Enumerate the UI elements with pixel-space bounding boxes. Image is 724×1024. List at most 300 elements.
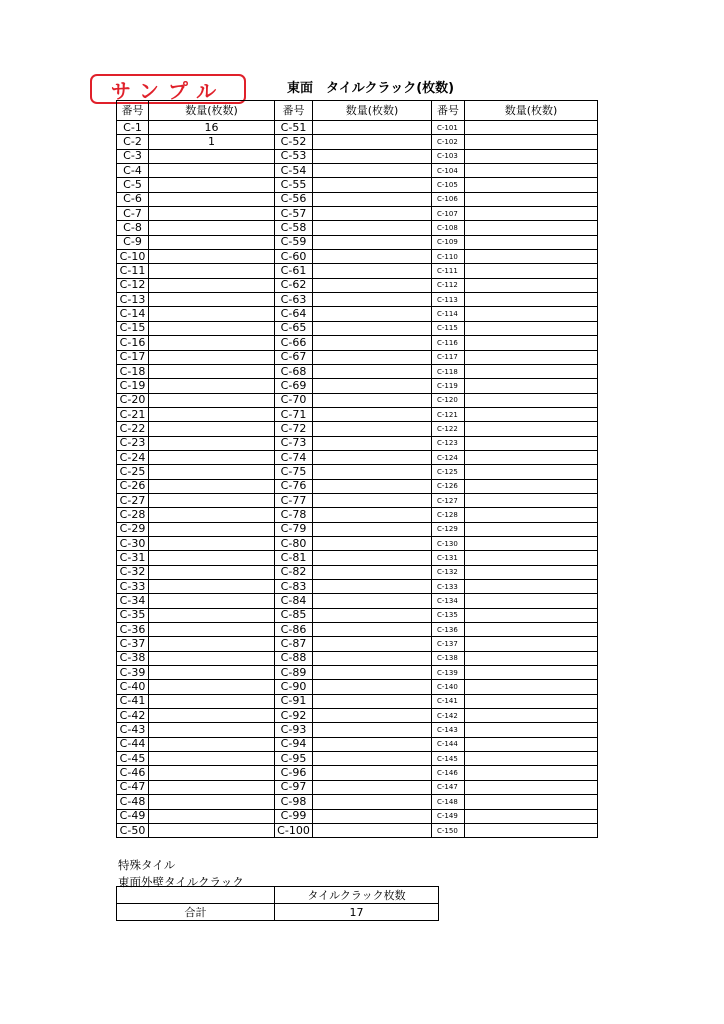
number-cell: C-41 xyxy=(117,694,149,708)
quantity-cell xyxy=(313,178,432,192)
quantity-cell xyxy=(149,795,275,809)
table-row xyxy=(117,809,598,823)
header-number-2: 番号 xyxy=(275,101,313,121)
quantity-cell xyxy=(149,422,275,436)
number-cell: C-13 xyxy=(117,293,149,307)
number-cell: C-10 xyxy=(117,250,149,264)
quantity-cell xyxy=(465,336,598,350)
number-cell: C-50 xyxy=(117,823,149,837)
number-cell: C-138 xyxy=(432,651,465,665)
table-row xyxy=(117,608,598,622)
number-cell: C-146 xyxy=(432,766,465,780)
quantity-cell xyxy=(149,709,275,723)
quantity-cell xyxy=(313,207,432,221)
quantity-cell xyxy=(149,637,275,651)
quantity-cell xyxy=(149,207,275,221)
number-cell: C-61 xyxy=(275,264,313,278)
summary-total-row xyxy=(117,904,439,921)
number-cell: C-71 xyxy=(275,407,313,421)
quantity-cell xyxy=(149,393,275,407)
quantity-cell xyxy=(465,508,598,522)
number-cell: C-29 xyxy=(117,522,149,536)
quantity-cell xyxy=(149,493,275,507)
number-cell: C-46 xyxy=(117,766,149,780)
number-cell: C-94 xyxy=(275,737,313,751)
quantity-cell xyxy=(465,723,598,737)
quantity-cell xyxy=(313,737,432,751)
number-cell: C-97 xyxy=(275,780,313,794)
number-cell: C-140 xyxy=(432,680,465,694)
quantity-cell xyxy=(465,709,598,723)
table-row xyxy=(117,651,598,665)
quantity-cell xyxy=(149,608,275,622)
number-cell: C-102 xyxy=(432,135,465,149)
quantity-cell xyxy=(465,766,598,780)
quantity-cell xyxy=(465,637,598,651)
quantity-cell xyxy=(313,422,432,436)
number-cell: C-12 xyxy=(117,278,149,292)
table-row xyxy=(117,479,598,493)
quantity-cell xyxy=(465,436,598,450)
number-cell: C-113 xyxy=(432,293,465,307)
quantity-cell xyxy=(313,752,432,766)
number-cell: C-25 xyxy=(117,465,149,479)
quantity-cell xyxy=(149,293,275,307)
number-cell: C-93 xyxy=(275,723,313,737)
quantity-cell xyxy=(313,135,432,149)
number-cell: C-31 xyxy=(117,551,149,565)
number-cell: C-21 xyxy=(117,407,149,421)
number-cell: C-129 xyxy=(432,522,465,536)
quantity-cell xyxy=(313,594,432,608)
quantity-cell xyxy=(465,364,598,378)
number-cell: C-35 xyxy=(117,608,149,622)
number-cell: C-38 xyxy=(117,651,149,665)
number-cell: C-103 xyxy=(432,149,465,163)
table-row xyxy=(117,536,598,550)
quantity-cell xyxy=(313,321,432,335)
quantity-cell xyxy=(149,407,275,421)
table-row xyxy=(117,336,598,350)
table-row xyxy=(117,723,598,737)
quantity-cell xyxy=(465,293,598,307)
number-cell: C-73 xyxy=(275,436,313,450)
quantity-cell xyxy=(465,594,598,608)
quantity-cell xyxy=(313,551,432,565)
quantity-cell xyxy=(313,694,432,708)
number-cell: C-125 xyxy=(432,465,465,479)
quantity-cell xyxy=(465,565,598,579)
number-cell: C-2 xyxy=(117,135,149,149)
number-cell: C-59 xyxy=(275,235,313,249)
number-cell: C-89 xyxy=(275,666,313,680)
number-cell: C-132 xyxy=(432,565,465,579)
number-cell: C-11 xyxy=(117,264,149,278)
number-cell: C-4 xyxy=(117,164,149,178)
number-cell: C-78 xyxy=(275,508,313,522)
quantity-cell xyxy=(149,149,275,163)
number-cell: C-111 xyxy=(432,264,465,278)
number-cell: C-7 xyxy=(117,207,149,221)
number-cell: C-53 xyxy=(275,149,313,163)
quantity-cell xyxy=(313,149,432,163)
note-east-wall: 東面外壁タイルクラック xyxy=(118,875,244,889)
table-row xyxy=(117,235,598,249)
table-header-row xyxy=(117,101,598,121)
quantity-cell xyxy=(313,522,432,536)
quantity-cell xyxy=(465,651,598,665)
number-cell: C-85 xyxy=(275,608,313,622)
quantity-cell xyxy=(149,580,275,594)
quantity-cell xyxy=(313,536,432,550)
quantity-cell xyxy=(149,264,275,278)
quantity-cell xyxy=(313,637,432,651)
quantity-cell xyxy=(465,680,598,694)
table-row xyxy=(117,178,598,192)
quantity-cell xyxy=(313,723,432,737)
number-cell: C-131 xyxy=(432,551,465,565)
number-cell: C-5 xyxy=(117,178,149,192)
quantity-cell xyxy=(313,809,432,823)
number-cell: C-77 xyxy=(275,493,313,507)
number-cell: C-98 xyxy=(275,795,313,809)
number-cell: C-107 xyxy=(432,207,465,221)
number-cell: C-17 xyxy=(117,350,149,364)
table-row xyxy=(117,493,598,507)
quantity-cell xyxy=(465,780,598,794)
sample-stamp: サンプル xyxy=(90,74,246,104)
number-cell: C-22 xyxy=(117,422,149,436)
quantity-cell xyxy=(465,149,598,163)
number-cell: C-66 xyxy=(275,336,313,350)
number-cell: C-109 xyxy=(432,235,465,249)
quantity-cell xyxy=(465,493,598,507)
number-cell: C-112 xyxy=(432,278,465,292)
crack-count-table xyxy=(116,100,598,838)
number-cell: C-72 xyxy=(275,422,313,436)
number-cell: C-44 xyxy=(117,737,149,751)
number-cell: C-142 xyxy=(432,709,465,723)
number-cell: C-69 xyxy=(275,379,313,393)
quantity-cell xyxy=(313,307,432,321)
table-row xyxy=(117,293,598,307)
number-cell: C-117 xyxy=(432,350,465,364)
header-quantity-2: 数量(枚数) xyxy=(313,101,432,121)
number-cell: C-40 xyxy=(117,680,149,694)
quantity-cell xyxy=(149,364,275,378)
number-cell: C-105 xyxy=(432,178,465,192)
table-row xyxy=(117,207,598,221)
number-cell: C-62 xyxy=(275,278,313,292)
number-cell: C-37 xyxy=(117,637,149,651)
number-cell: C-108 xyxy=(432,221,465,235)
quantity-cell xyxy=(149,379,275,393)
quantity-cell xyxy=(313,336,432,350)
number-cell: C-123 xyxy=(432,436,465,450)
number-cell: C-32 xyxy=(117,565,149,579)
table-row xyxy=(117,565,598,579)
quantity-cell xyxy=(465,393,598,407)
number-cell: C-75 xyxy=(275,465,313,479)
quantity-cell xyxy=(313,278,432,292)
quantity-cell xyxy=(465,666,598,680)
number-cell: C-137 xyxy=(432,637,465,651)
quantity-cell xyxy=(465,164,598,178)
table-row xyxy=(117,666,598,680)
quantity-cell xyxy=(313,379,432,393)
table-row xyxy=(117,450,598,464)
quantity-cell xyxy=(149,551,275,565)
table-row xyxy=(117,364,598,378)
header-number-1: 番号 xyxy=(117,101,149,121)
number-cell: C-121 xyxy=(432,407,465,421)
number-cell: C-84 xyxy=(275,594,313,608)
number-cell: C-27 xyxy=(117,493,149,507)
summary-table xyxy=(116,886,439,921)
quantity-cell xyxy=(313,608,432,622)
number-cell: C-139 xyxy=(432,666,465,680)
number-cell: C-39 xyxy=(117,666,149,680)
quantity-cell xyxy=(149,465,275,479)
quantity-cell xyxy=(465,178,598,192)
quantity-cell xyxy=(465,479,598,493)
quantity-cell xyxy=(313,250,432,264)
summary-header-row xyxy=(117,887,439,904)
number-cell: C-149 xyxy=(432,809,465,823)
number-cell: C-145 xyxy=(432,752,465,766)
quantity-cell xyxy=(465,823,598,837)
summary-total-label: 合計 xyxy=(117,904,275,921)
summary-header: タイルクラック枚数 xyxy=(275,887,439,904)
number-cell: C-48 xyxy=(117,795,149,809)
quantity-cell xyxy=(465,737,598,751)
number-cell: C-42 xyxy=(117,709,149,723)
quantity-cell xyxy=(313,221,432,235)
number-cell: C-134 xyxy=(432,594,465,608)
quantity-cell xyxy=(465,135,598,149)
table-row xyxy=(117,551,598,565)
table-row xyxy=(117,393,598,407)
number-cell: C-8 xyxy=(117,221,149,235)
number-cell: C-130 xyxy=(432,536,465,550)
quantity-cell xyxy=(313,666,432,680)
number-cell: C-51 xyxy=(275,121,313,135)
table-row xyxy=(117,121,598,135)
number-cell: C-124 xyxy=(432,450,465,464)
number-cell: C-76 xyxy=(275,479,313,493)
quantity-cell xyxy=(313,508,432,522)
quantity-cell xyxy=(465,264,598,278)
quantity-cell xyxy=(465,580,598,594)
table-row xyxy=(117,407,598,421)
quantity-cell xyxy=(313,436,432,450)
quantity-cell xyxy=(149,508,275,522)
quantity-cell xyxy=(149,450,275,464)
quantity-cell xyxy=(313,450,432,464)
number-cell: C-24 xyxy=(117,450,149,464)
number-cell: C-74 xyxy=(275,450,313,464)
quantity-cell xyxy=(149,666,275,680)
number-cell: C-1 xyxy=(117,121,149,135)
number-cell: C-43 xyxy=(117,723,149,737)
quantity-cell xyxy=(149,192,275,206)
table-row xyxy=(117,508,598,522)
number-cell: C-86 xyxy=(275,623,313,637)
number-cell: C-63 xyxy=(275,293,313,307)
quantity-cell xyxy=(465,809,598,823)
number-cell: C-6 xyxy=(117,192,149,206)
quantity-cell xyxy=(149,780,275,794)
quantity-cell xyxy=(149,694,275,708)
number-cell: C-114 xyxy=(432,307,465,321)
number-cell: C-122 xyxy=(432,422,465,436)
number-cell: C-135 xyxy=(432,608,465,622)
number-cell: C-150 xyxy=(432,823,465,837)
number-cell: C-100 xyxy=(275,823,313,837)
quantity-cell xyxy=(313,709,432,723)
quantity-cell xyxy=(465,379,598,393)
quantity-cell xyxy=(465,536,598,550)
quantity-cell xyxy=(313,823,432,837)
table-row xyxy=(117,780,598,794)
quantity-cell xyxy=(313,565,432,579)
table-row xyxy=(117,264,598,278)
quantity-cell xyxy=(465,795,598,809)
quantity-cell xyxy=(313,264,432,278)
number-cell: C-33 xyxy=(117,580,149,594)
number-cell: C-64 xyxy=(275,307,313,321)
table-row xyxy=(117,436,598,450)
number-cell: C-115 xyxy=(432,321,465,335)
quantity-cell xyxy=(149,737,275,751)
quantity-cell xyxy=(465,221,598,235)
quantity-cell: 16 xyxy=(149,121,275,135)
quantity-cell xyxy=(465,250,598,264)
number-cell: C-30 xyxy=(117,536,149,550)
number-cell: C-19 xyxy=(117,379,149,393)
quantity-cell xyxy=(149,623,275,637)
number-cell: C-81 xyxy=(275,551,313,565)
table-row xyxy=(117,465,598,479)
number-cell: C-88 xyxy=(275,651,313,665)
number-cell: C-65 xyxy=(275,321,313,335)
quantity-cell: 1 xyxy=(149,135,275,149)
quantity-cell xyxy=(313,580,432,594)
quantity-cell xyxy=(313,235,432,249)
number-cell: C-133 xyxy=(432,580,465,594)
quantity-cell xyxy=(313,479,432,493)
number-cell: C-28 xyxy=(117,508,149,522)
number-cell: C-26 xyxy=(117,479,149,493)
quantity-cell xyxy=(149,278,275,292)
table-row xyxy=(117,766,598,780)
table-row xyxy=(117,350,598,364)
note-special-tile: 特殊タイル xyxy=(118,858,176,872)
quantity-cell xyxy=(465,422,598,436)
table-row xyxy=(117,580,598,594)
number-cell: C-104 xyxy=(432,164,465,178)
summary-total-value: 17 xyxy=(275,904,439,921)
number-cell: C-119 xyxy=(432,379,465,393)
table-row xyxy=(117,522,598,536)
number-cell: C-126 xyxy=(432,479,465,493)
number-cell: C-9 xyxy=(117,235,149,249)
quantity-cell xyxy=(465,121,598,135)
table-row xyxy=(117,709,598,723)
number-cell: C-16 xyxy=(117,336,149,350)
quantity-cell xyxy=(149,522,275,536)
table-row xyxy=(117,680,598,694)
number-cell: C-79 xyxy=(275,522,313,536)
number-cell: C-34 xyxy=(117,594,149,608)
quantity-cell xyxy=(313,192,432,206)
quantity-cell xyxy=(149,436,275,450)
quantity-cell xyxy=(465,407,598,421)
table-row xyxy=(117,422,598,436)
number-cell: C-116 xyxy=(432,336,465,350)
number-cell: C-36 xyxy=(117,623,149,637)
quantity-cell xyxy=(465,235,598,249)
quantity-cell xyxy=(313,350,432,364)
quantity-cell xyxy=(149,766,275,780)
number-cell: C-110 xyxy=(432,250,465,264)
quantity-cell xyxy=(313,493,432,507)
number-cell: C-60 xyxy=(275,250,313,264)
quantity-cell xyxy=(149,752,275,766)
table-row xyxy=(117,192,598,206)
quantity-cell xyxy=(149,250,275,264)
quantity-cell xyxy=(313,407,432,421)
number-cell: C-57 xyxy=(275,207,313,221)
table-row xyxy=(117,752,598,766)
number-cell: C-101 xyxy=(432,121,465,135)
number-cell: C-49 xyxy=(117,809,149,823)
quantity-cell xyxy=(149,594,275,608)
number-cell: C-23 xyxy=(117,436,149,450)
table-row xyxy=(117,135,598,149)
table-row xyxy=(117,823,598,837)
quantity-cell xyxy=(465,278,598,292)
number-cell: C-83 xyxy=(275,580,313,594)
table-row xyxy=(117,149,598,163)
table-row xyxy=(117,694,598,708)
table-row xyxy=(117,623,598,637)
quantity-cell xyxy=(465,450,598,464)
number-cell: C-3 xyxy=(117,149,149,163)
quantity-cell xyxy=(465,207,598,221)
number-cell: C-96 xyxy=(275,766,313,780)
number-cell: C-70 xyxy=(275,393,313,407)
quantity-cell xyxy=(149,823,275,837)
number-cell: C-52 xyxy=(275,135,313,149)
header-number-3: 番号 xyxy=(432,101,465,121)
number-cell: C-141 xyxy=(432,694,465,708)
quantity-cell xyxy=(465,752,598,766)
quantity-cell xyxy=(149,221,275,235)
quantity-cell xyxy=(149,336,275,350)
table-row xyxy=(117,278,598,292)
quantity-cell xyxy=(465,522,598,536)
quantity-cell xyxy=(313,780,432,794)
quantity-cell xyxy=(313,393,432,407)
number-cell: C-147 xyxy=(432,780,465,794)
number-cell: C-118 xyxy=(432,364,465,378)
page-title: 東面 タイルクラック(枚数) xyxy=(287,81,455,96)
number-cell: C-120 xyxy=(432,393,465,407)
quantity-cell xyxy=(465,321,598,335)
quantity-cell xyxy=(465,608,598,622)
table-row xyxy=(117,594,598,608)
